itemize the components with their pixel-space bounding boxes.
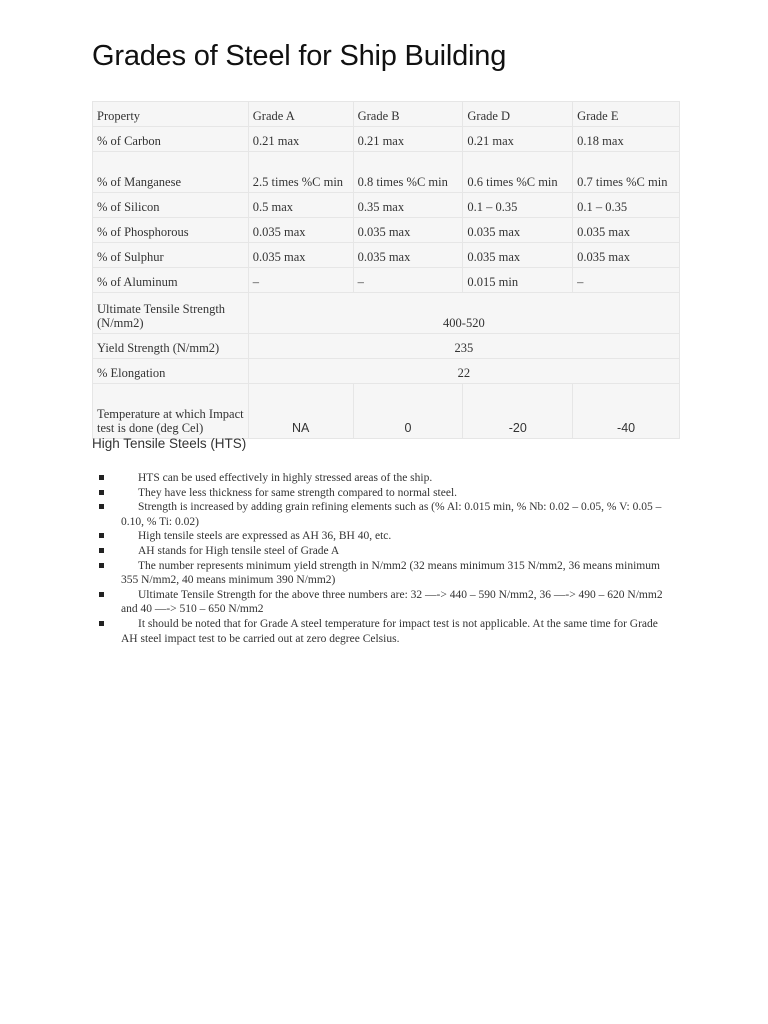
merged-value-cell: 400-520	[248, 293, 679, 334]
table-cell: 0	[353, 384, 463, 439]
table-cell: 0.5 max	[248, 193, 353, 218]
table-cell: 0.6 times %C min	[463, 152, 573, 193]
table-row	[93, 243, 680, 268]
hts-bullet-list	[92, 471, 674, 646]
list-item-text: Strength is increased by adding grain refining elements such as (% Al: 0.015 min, % Nb: 0.02 – 0.05, % V: 0.05 – 0.10, % Ti: 0.02)	[121, 501, 662, 528]
square-bullet-icon	[99, 475, 104, 480]
list-item	[92, 544, 674, 559]
table-row	[93, 127, 680, 152]
header-cell: Grade D	[463, 102, 573, 127]
table-cell: % of Sulphur	[93, 243, 249, 268]
table-cell: 0.035 max	[353, 243, 463, 268]
table-cell: 0.1 – 0.35	[573, 193, 680, 218]
table-cell: 0.35 max	[353, 193, 463, 218]
merged-value-cell: 22	[248, 359, 679, 384]
table-cell: –	[248, 268, 353, 293]
square-bullet-icon	[99, 504, 104, 509]
table-row	[93, 218, 680, 243]
list-item	[92, 588, 674, 617]
header-cell: Grade B	[353, 102, 463, 127]
table-cell: 0.035 max	[248, 218, 353, 243]
table-cell: 0.035 max	[463, 243, 573, 268]
list-item	[92, 559, 674, 588]
list-item-text: The number represents minimum yield strength in N/mm2 (32 means minimum 315 N/mm2, 36 means minimum 355 N/mm2, 40 means minimum 390 N/mm2)	[121, 559, 660, 587]
list-item	[92, 500, 674, 529]
table-cell: Temperature at which Impact test is done (deg Cel)	[93, 384, 249, 439]
table-cell: 0.015 min	[463, 268, 573, 293]
table-cell: –	[573, 268, 680, 293]
table-cell: 0.035 max	[573, 218, 680, 243]
list-item-text: AH stands for High tensile steel of Grade A	[138, 544, 340, 557]
table-cell: % of Silicon	[93, 193, 249, 218]
table-row	[93, 152, 680, 193]
table-cell: 0.18 max	[573, 127, 680, 152]
table-cell: 0.1 – 0.35	[463, 193, 573, 218]
list-item-text: They have less thickness for same strength compared to normal steel.	[138, 486, 458, 499]
merged-value-cell: 235	[248, 334, 679, 359]
header-cell: Property	[93, 102, 249, 127]
table-cell: % of Phosphorous	[93, 218, 249, 243]
list-item	[92, 529, 674, 544]
steel-grades-table	[92, 101, 680, 439]
list-item	[92, 471, 674, 486]
table-row	[93, 359, 680, 384]
table-cell: 0.035 max	[248, 243, 353, 268]
table-cell: -20	[463, 384, 573, 439]
square-bullet-icon	[99, 563, 104, 568]
table-row	[93, 334, 680, 359]
table-row	[93, 268, 680, 293]
table-cell: 0.8 times %C min	[353, 152, 463, 193]
table-row	[93, 193, 680, 218]
table-cell: % of Carbon	[93, 127, 249, 152]
square-bullet-icon	[99, 548, 104, 553]
list-item-text: Ultimate Tensile Strength for the above three numbers are: 32 —-> 440 – 590 N/mm2, 36 —-> 490 – 620 N/mm2 and 40 —-> 510 – 650 N/mm2	[121, 588, 663, 616]
table-cell: 0.21 max	[463, 127, 573, 152]
table-cell: -40	[573, 384, 680, 439]
list-item-text: HTS can be used effectively in highly stressed areas of the ship.	[138, 472, 433, 484]
square-bullet-icon	[99, 592, 104, 597]
table-cell: 2.5 times %C min	[248, 152, 353, 193]
list-item	[92, 486, 674, 501]
table-cell: 0.21 max	[248, 127, 353, 152]
table-cell: Ultimate Tensile Strength (N/mm2)	[93, 293, 249, 334]
table-cell: NA	[248, 384, 353, 439]
table-cell: 0.21 max	[353, 127, 463, 152]
table-cell: 0.035 max	[353, 218, 463, 243]
table-cell: % Elongation	[93, 359, 249, 384]
square-bullet-icon	[99, 490, 104, 495]
page-title: Grades of Steel for Ship Building	[92, 40, 507, 72]
table-cell: 0.7 times %C min	[573, 152, 680, 193]
list-item-text: It should be noted that for Grade A steel temperature for impact test is not applicable. At the same time for Grade AH steel impact test to be carried out at zero degree Celsius.	[121, 617, 658, 645]
header-cell: Grade A	[248, 102, 353, 127]
table-cell: 0.035 max	[463, 218, 573, 243]
section-heading: High Tensile Steels (HTS)	[92, 436, 247, 451]
list-item-text: High tensile steels are expressed as AH 36, BH 40, etc.	[138, 530, 392, 543]
table-cell: % of Aluminum	[93, 268, 249, 293]
table-row	[93, 293, 680, 334]
header-cell: Grade E	[573, 102, 680, 127]
list-item	[92, 617, 674, 646]
table-cell: Yield Strength (N/mm2)	[93, 334, 249, 359]
table-row	[93, 384, 680, 439]
table-cell: % of Manganese	[93, 152, 249, 193]
square-bullet-icon	[99, 533, 104, 538]
square-bullet-icon	[99, 621, 104, 626]
table-cell: –	[353, 268, 463, 293]
table-header-row	[93, 102, 680, 127]
table-cell: 0.035 max	[573, 243, 680, 268]
